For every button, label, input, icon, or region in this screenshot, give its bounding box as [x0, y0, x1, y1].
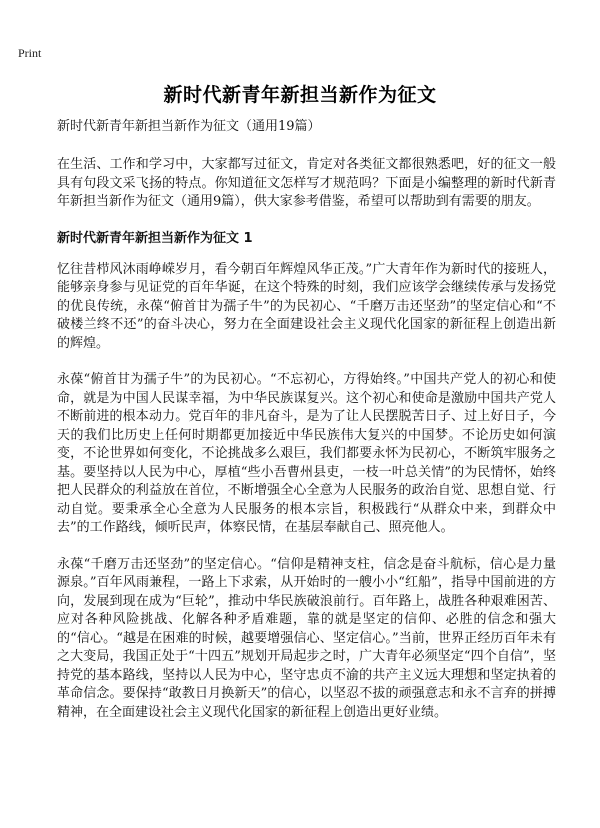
- page-title: 新时代新青年新担当新作为征文: [163, 84, 437, 106]
- print-link[interactable]: Print: [18, 46, 42, 60]
- body-paragraph-3: 永葆“千磨万击还坚劲”的坚定信心。“信仰是精神支柱，信念是奋斗航标，信心是力量源泉。”百年风雨兼程，一路上下求索，从开始时的一艘小小“红船”，指导中国前进的方向，发展到现在成为“巨轮”，推动中华民族破浪前行。百年路上，战胜各种艰难困苦、应对各种风险挑战、化解各种矛盾难题，靠的就是坚定的信仰、必胜的信念和强大的“信心。“越是在困难的时候，越要增强信心、坚定信心。”当前，世界正经历百年未有之大变局，我国正处于“十四五”规划开局起步之时，广大青年必须坚定“四个自信”，坚持党的基本路线，坚持以人民为中心，坚守忠贞不渝的共产主义远大理想和坚定执着的革命信念。要保持“敢教日月换新天”的信心，以坚忍不拔的顽强意志和永不言弃的拼搏精神，在全面建设社会主义现代化国家的新征程上创造出更好业绩。: [57, 556, 556, 720]
- body-paragraph-2: 永葆“俯首甘为孺子牛”的为民初心。“不忘初心，方得始终。”中国共产党人的初心和使命，就是为中国人民谋幸福，为中华民族谋复兴。这个初心和使命是激励中国共产党人不断前进的根本动力。党百年的非凡奋斗，是为了让人民摆脱苦日子、过上好日子，今天的我们比历史上任何时期都更加接近中华民族伟大复兴的中国梦。不论历史如何演变，不论世界如何变化，不论挑战多么艰巨，我们都要永怀为民初心，不断筑牢服务之基。要坚持以人民为中心，厚植“些小吾曹州县吏，一枝一叶总关情”的为民情怀，始终把人民群众的利益放在首位，不断增强全心全意为人民服务的政治自觉、思想自觉、行动自觉。要秉承全心全意为人民服务的根本宗旨，积极践行“从群众中来，到群众中去”的工作路线，倾听民声，体察民情，在基层奉献自己、照亮他人。: [57, 372, 556, 535]
- article-subtitle: 新时代新青年新担当新作为征文（通用19篇）: [57, 119, 321, 134]
- intro-paragraph: 在生活、工作和学习中，大家都写过征文，肯定对各类征文都很熟悉吧，好的征文一般具有句段文采飞扬的特点。你知道征文怎样写才规范吗？下面是小编整理的新时代新青年新担当新作为征文（通用9篇），供大家参考借鉴，希望可以帮助到有需要的朋友。: [57, 157, 556, 209]
- section-heading: 新时代新青年新担当新作为征文 1: [57, 230, 253, 246]
- body-paragraph-1: 忆往昔栉风沐雨峥嵘岁月，看今朝百年辉煌风华正茂。”广大青年作为新时代的接班人，能够亲身参与见证党的百年华诞，在这个特殊的时刻，我们应该学会继续传承与发扬党的优良传统，永葆“俯首甘为孺子牛”的为民初心、“千磨万击还坚劲”的坚定信心和“不破楼兰终不还”的奋斗决心，努力在全面建设社会主义现代化国家的新征程上创造出新的辉煌。: [57, 261, 556, 351]
- article-body: [57, 118, 556, 740]
